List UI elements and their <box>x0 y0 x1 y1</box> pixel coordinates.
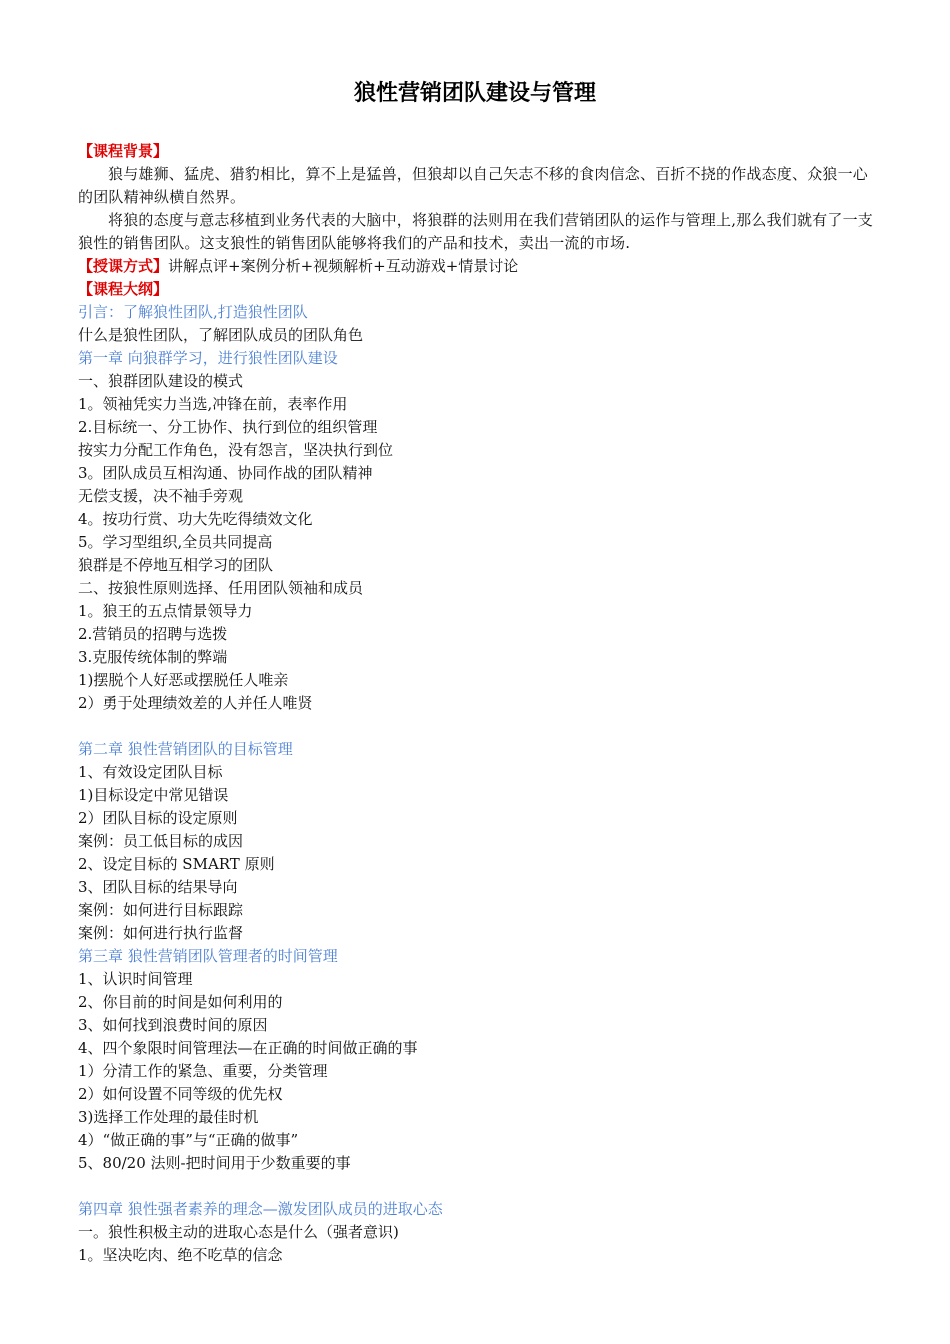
chapter-2-item: 案例：如何进行目标跟踪 <box>78 901 244 919</box>
chapter-1-item: 狼群是不停地互相学习的团队 <box>78 556 274 574</box>
chapter-3-item: 4、四个象限时间管理法—在正确的时间做正确的事 <box>78 1039 418 1057</box>
chapter-2-item: 2、设定目标的 SMART 原则 <box>78 855 275 873</box>
chapter-2-item: 3、团队目标的结果导向 <box>78 878 238 896</box>
chapter-1-item: 3。团队成员互相沟通、协同作战的团队精神 <box>78 464 373 482</box>
chapter-1-item: 1。领袖凭实力当选,冲锋在前，表率作用 <box>78 395 348 413</box>
teaching-method-label: 【授课方式】 <box>78 257 169 275</box>
chapter-1-item: 按实力分配工作角色，没有怨言，坚决执行到位 <box>78 441 394 459</box>
course-background-label: 【课程背景】 <box>78 142 169 160</box>
chapter-2-item: 案例：如何进行执行监督 <box>78 924 244 942</box>
document-title: 狼性营销团队建设与管理 <box>353 81 596 106</box>
chapter-3-item: 4）“做正确的事”与“正确的做事” <box>78 1131 299 1149</box>
background-paragraph-1: 狼与雄狮、猛虎、猎豹相比，算不上是猛兽，但狼却以自己矢志不移的食肉信念、百折不挠的作战态度、众狼一心的团队精神纵横自然界。 <box>78 165 869 206</box>
chapter-1-item: 一、狼群团队建设的模式 <box>78 372 244 390</box>
chapter-4-item: 1。坚决吃肉、绝不吃草的信念 <box>78 1246 283 1264</box>
chapter-1-item: 3.克服传统体制的弊端 <box>78 648 228 666</box>
chapter-3-item: 3)选择工作处理的最佳时机 <box>78 1108 259 1126</box>
intro-heading: 引言：了解狼性团队,打造狼性团队 <box>78 303 308 321</box>
chapter-1-item: 2）勇于处理绩效差的人并任人唯贤 <box>78 694 313 712</box>
chapter-3-item: 2、你目前的时间是如何利用的 <box>78 993 283 1011</box>
intro-item: 什么是狼性团队，了解团队成员的团队角色 <box>78 326 364 344</box>
chapter-1-item: 1)摆脱个人好恶或摆脱任人唯亲 <box>78 671 289 689</box>
document-body <box>78 140 874 1267</box>
chapter-2-item: 1)目标设定中常见错误 <box>78 786 229 804</box>
course-outline-label: 【课程大纲】 <box>78 280 169 298</box>
chapter-1-item: 二、按狼性原则选择、任用团队领袖和成员 <box>78 579 364 597</box>
chapter-3-item: 1）分清工作的紧急、重要，分类管理 <box>78 1062 328 1080</box>
chapter-1-item: 4。按功行赏、功大先吃得绩效文化 <box>78 510 313 528</box>
teaching-method-line <box>78 255 874 278</box>
chapter-3-item: 1、认识时间管理 <box>78 970 193 988</box>
chapter-4-heading: 第四章 狼性强者素养的理念—激发团队成员的进取心态 <box>78 1200 443 1218</box>
chapter-2-item: 2）团队目标的设定原则 <box>78 809 238 827</box>
blank-line <box>78 1175 874 1198</box>
chapter-3-item: 2）如何设置不同等级的优先权 <box>78 1085 283 1103</box>
chapter-3-item: 3、如何找到浪费时间的原因 <box>78 1016 268 1034</box>
chapter-2-item: 1、有效设定团队目标 <box>78 763 223 781</box>
chapter-1-item: 2.目标统一、分工协作、执行到位的组织管理 <box>78 418 378 436</box>
chapter-4-item: 一。狼性积极主动的进取心态是什么（强者意识) <box>78 1223 399 1241</box>
chapter-1-heading: 第一章 向狼群学习，进行狼性团队建设 <box>78 349 338 367</box>
chapter-2-item: 案例：员工低目标的成因 <box>78 832 244 850</box>
background-paragraph-2: 将狼的态度与意志移植到业务代表的大脑中，将狼群的法则用在我们营销团队的运作与管理上,那么我们就有了一支狼性的销售团队。这支狼性的销售团队能够将我们的产品和技术，卖出一流的市场. <box>78 211 873 252</box>
chapter-3-heading: 第三章 狼性营销团队管理者的时间管理 <box>78 947 338 965</box>
teaching-method-text: 讲解点评+案例分析+视频解析+互动游戏+情景讨论 <box>168 257 519 275</box>
blank-line <box>78 715 874 738</box>
chapter-1-item: 5。学习型组织,全员共同提高 <box>78 533 273 551</box>
chapter-1-item: 1。狼王的五点情景领导力 <box>78 602 253 620</box>
chapter-3-item: 5、80/20 法则-把时间用于少数重要的事 <box>78 1154 351 1172</box>
chapter-1-item: 2.营销员的招聘与选拨 <box>78 625 228 643</box>
chapter-2-heading: 第二章 狼性营销团队的目标管理 <box>78 740 293 758</box>
chapter-1-item: 无偿支援，决不袖手旁观 <box>78 487 244 505</box>
